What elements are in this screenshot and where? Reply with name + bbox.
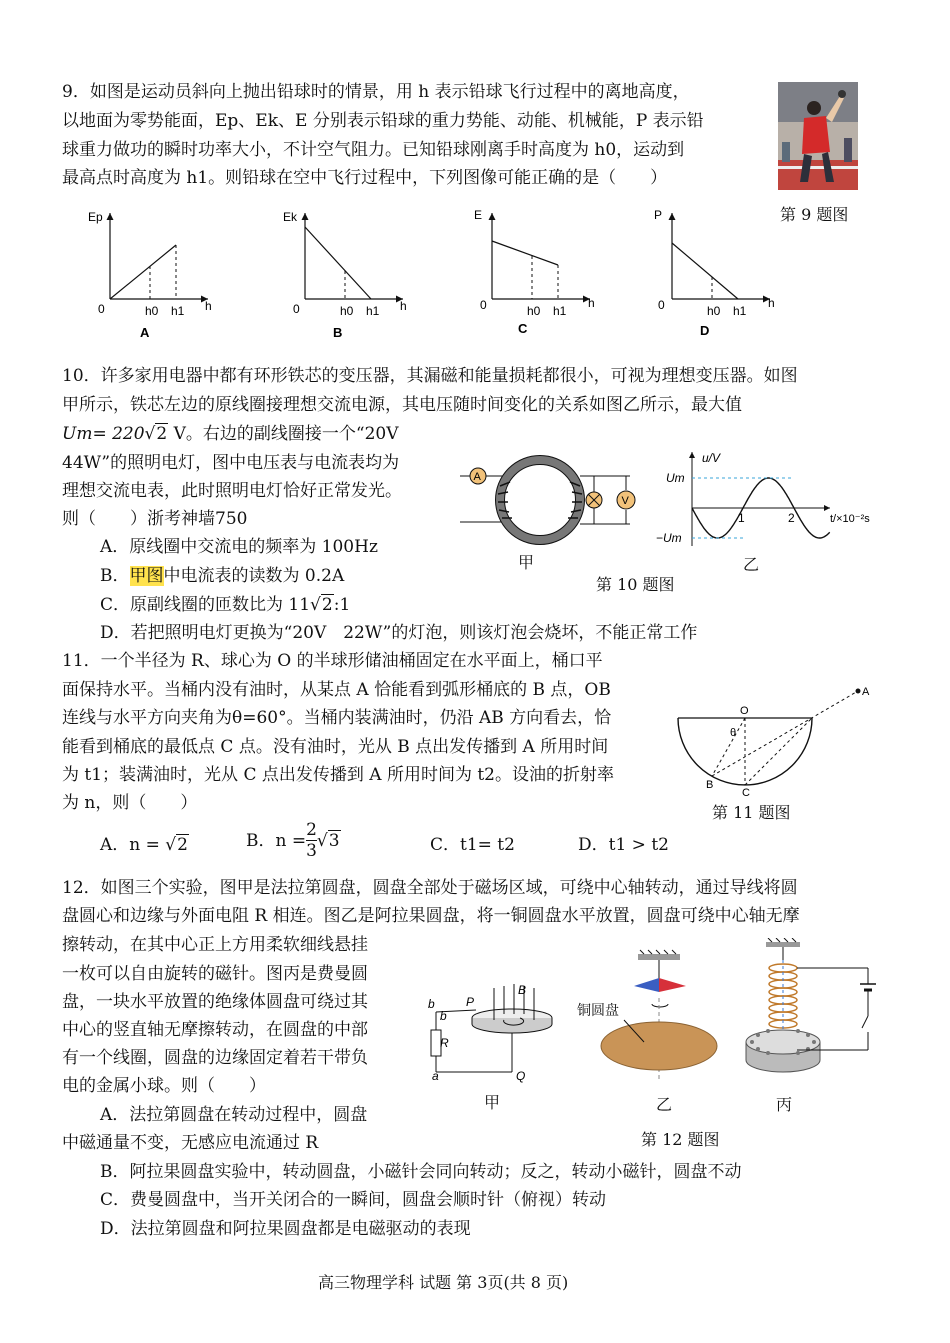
q11-line6: 为 n，则（ ） xyxy=(62,793,198,813)
q9-photo-caption: 第 9 题图 xyxy=(780,205,849,224)
q12-line8: 电的金属小球。则（ ） xyxy=(62,1076,266,1096)
graph-a-letter: A xyxy=(140,325,150,340)
q10-option-d[interactable]: D．若把照明电灯更换为“20V 22W”的灯泡，则该灯泡会烧坏，不能正常工作 xyxy=(100,623,698,643)
q10-fig-jia xyxy=(460,446,650,576)
q12-line7: 有一个线圈，圆盘的边缘固定着若干带负 xyxy=(62,1048,368,1068)
graph-c-ylabel: E xyxy=(474,208,483,222)
svg-text:h1: h1 xyxy=(171,304,185,318)
svg-text:h: h xyxy=(205,299,212,313)
graph-d-letter: D xyxy=(700,323,710,338)
svg-text:0: 0 xyxy=(98,302,105,316)
q12-fig-bing xyxy=(740,938,890,1090)
q10-option-c[interactable]: C．原副线圈的匝数比为 11√2:1 xyxy=(100,595,351,615)
q12-line5: 盘，一块水平放置的绝缘体圆盘可绕过其 xyxy=(62,992,368,1012)
highlight-jia: 甲图 xyxy=(129,566,164,586)
q12-option-c[interactable]: C．费曼圆盘中，当开关闭合的一瞬间，圆盘会顺时针（俯视）转动 xyxy=(100,1190,607,1210)
wave-ylabel: u/V xyxy=(702,451,721,465)
label-b: b xyxy=(440,1009,447,1023)
q10-option-b[interactable]: B．甲图中电流表的读数为 0.2A xyxy=(100,566,345,586)
ammeter-label: A xyxy=(473,471,481,483)
q12-option-a[interactable]: A．法拉第圆盘在转动过程中，圆盘 xyxy=(100,1105,368,1125)
label-A: A xyxy=(862,686,870,698)
label-Q: Q xyxy=(516,1069,526,1083)
label-theta: θ xyxy=(730,727,737,739)
q12-line1: 12．如图三个实验，图甲是法拉第圆盘，圆盘全部处于磁场区域，可绕中心轴转动，通过导线将圆 xyxy=(62,878,798,898)
q11-option-c[interactable]: C．t1= t2 xyxy=(430,835,515,855)
graph-b-ylabel: Ek xyxy=(283,210,298,224)
graph-d xyxy=(654,208,775,338)
q12-option-d[interactable]: D．法拉第圆盘和阿拉果圆盘都是电磁驱动的表现 xyxy=(100,1219,471,1239)
q10-line5: 理想交流电表，此时照明电灯恰好正常发光。 xyxy=(62,481,402,501)
q12-fig-yi-label: 乙 xyxy=(656,1095,673,1114)
svg-text:1: 1 xyxy=(738,511,745,525)
graph-c xyxy=(474,208,595,336)
label-Bfield: B xyxy=(518,983,527,997)
q12-option-a-cont: 中磁通量不变，无感应电流通过 R xyxy=(62,1133,319,1153)
q11-line2: 面保持水平。当桶内没有油时，从某点 A 恰能看到弧形桶底的 B 点，OB xyxy=(62,680,611,700)
q12-caption: 第 12 题图 xyxy=(641,1130,720,1149)
q10-line4: 44W”的照明电灯，图中电压表与电流表均为 xyxy=(62,453,400,473)
svg-text:0: 0 xyxy=(293,302,300,316)
svg-text:h1: h1 xyxy=(733,304,747,318)
label-O: O xyxy=(740,705,749,717)
svg-text:h0: h0 xyxy=(340,304,354,318)
voltmeter-label: V xyxy=(621,495,629,507)
copper-disk-label: 铜圆盘 xyxy=(577,1003,619,1019)
q11-option-b[interactable]: B．n = $\frac{2}{3}$ √3 xyxy=(246,820,340,861)
q11-line4: 能看到桶底的最低点 C 点。没有油时，光从 B 点出发传播到 A 所用时间 xyxy=(62,737,609,757)
svg-text:h1: h1 xyxy=(553,304,567,318)
svg-text:h: h xyxy=(588,296,595,310)
svg-text:h: h xyxy=(768,296,775,310)
svg-text:h0: h0 xyxy=(145,304,159,318)
q9-line3: 球重力做功的瞬时功率大小，不计空气阻力。已知铅球刚离手时高度为 h0，运动到 xyxy=(62,140,685,160)
label-C: C xyxy=(742,787,750,799)
q11-line5: 为 t1；装满油时，光从 C 点出发传播到 A 所用时间为 t2。设油的折射率 xyxy=(62,765,615,785)
label-a: a xyxy=(432,1069,439,1083)
q10-fig-yi-label: 乙 xyxy=(743,555,760,574)
graph-a-ylabel: Ep xyxy=(88,210,103,224)
svg-text:h1: h1 xyxy=(366,304,380,318)
graph-b xyxy=(283,210,407,340)
q12-line2: 盘圆心和边缘与外面电阻 R 相连。图乙是阿拉果圆盘，将一铜圆盘水平放置，圆盘可绕中心轴无摩 xyxy=(62,906,800,926)
q11-line1: 11．一个半径为 R、球心为 O 的半球形储油桶固定在水平面上，桶口平 xyxy=(62,651,603,671)
q12-fig-jia-label: 甲 xyxy=(484,1093,501,1112)
q11-option-a[interactable]: A．n = √2 xyxy=(100,835,188,855)
q10-line6: 则（ ）浙考神墙750 xyxy=(62,509,248,529)
q9-line1: 9．如图是运动员斜向上抛出铅球时的情景，用 h 表示铅球飞行过程中的离地高度， xyxy=(62,82,690,102)
q10-line3: Um= 220√2 V。右边的副线圈接一个“20V xyxy=(62,424,399,444)
graph-d-ylabel: P xyxy=(654,208,663,222)
q12-line4: 一枚可以自由旋转的磁针。图丙是费曼圆 xyxy=(62,964,368,984)
q11-caption: 第 11 题图 xyxy=(712,803,791,822)
q11-option-d[interactable]: D．t1 > t2 xyxy=(578,835,669,855)
svg-text:−Um: −Um xyxy=(656,531,682,545)
graph-c-letter: C xyxy=(518,321,528,336)
svg-text:b: b xyxy=(428,997,435,1011)
label-R: R xyxy=(440,1036,449,1050)
svg-text:h: h xyxy=(400,299,407,313)
q10-line1: 10．许多家用电器中都有环形铁芯的变压器，其漏磁和能量损耗都很小，可视为理想变压器。如图 xyxy=(62,366,798,386)
q12-option-b[interactable]: B．阿拉果圆盘实验中，转动圆盘，小磁针会同向转动；反之，转动小磁针，圆盘不动 xyxy=(100,1162,742,1182)
label-P: P xyxy=(466,995,475,1009)
q11-line3: 连线与水平方向夹角为θ=60°。当桶内装满油时，仍沿 AB 方向看去，恰 xyxy=(62,708,612,728)
q9-line4: 最高点时高度为 h1。则铅球在空中飞行过程中，下列图像可能正确的是（ ） xyxy=(62,168,668,188)
q12-fig-jia xyxy=(420,980,570,1085)
svg-text:Um: Um xyxy=(666,471,685,485)
svg-text:h0: h0 xyxy=(527,304,541,318)
q10-fig-yi xyxy=(652,446,887,551)
q10-fig-jia-label: 甲 xyxy=(518,553,535,572)
svg-text:t/×10⁻²s: t/×10⁻²s xyxy=(830,513,870,525)
page-footer: 高三物理学科 试题 第 3页(共 8 页) xyxy=(318,1273,569,1292)
q12-fig-bing-label: 丙 xyxy=(776,1095,793,1114)
q10-line2: 甲所示，铁芯左边的原线圈接理想交流电源，其电压随时间变化的关系如图乙所示，最大值 xyxy=(62,395,742,415)
q9-graphs xyxy=(80,205,880,345)
svg-text:h0: h0 xyxy=(707,304,721,318)
q9-line2: 以地面为零势能面，Ep、Ek、E 分别表示铅球的重力势能、动能、机械能，P 表示铅 xyxy=(62,111,704,131)
graph-b-letter: B xyxy=(333,325,343,340)
q10-option-a[interactable]: A．原线圈中交流电的频率为 100Hz xyxy=(100,537,378,557)
q11-figure xyxy=(670,680,880,800)
q12-line3: 擦转动，在其中心正上方用柔软细线悬挂 xyxy=(62,935,368,955)
graph-a xyxy=(88,210,212,340)
shot-put-photo xyxy=(778,82,858,190)
svg-text:2: 2 xyxy=(788,511,795,525)
q12-line6: 中心的竖直轴无摩擦转动，在圆盘的中部 xyxy=(62,1020,368,1040)
q10-caption: 第 10 题图 xyxy=(596,575,675,594)
svg-text:0: 0 xyxy=(658,298,665,312)
label-B: B xyxy=(706,779,714,791)
svg-text:0: 0 xyxy=(480,298,487,312)
